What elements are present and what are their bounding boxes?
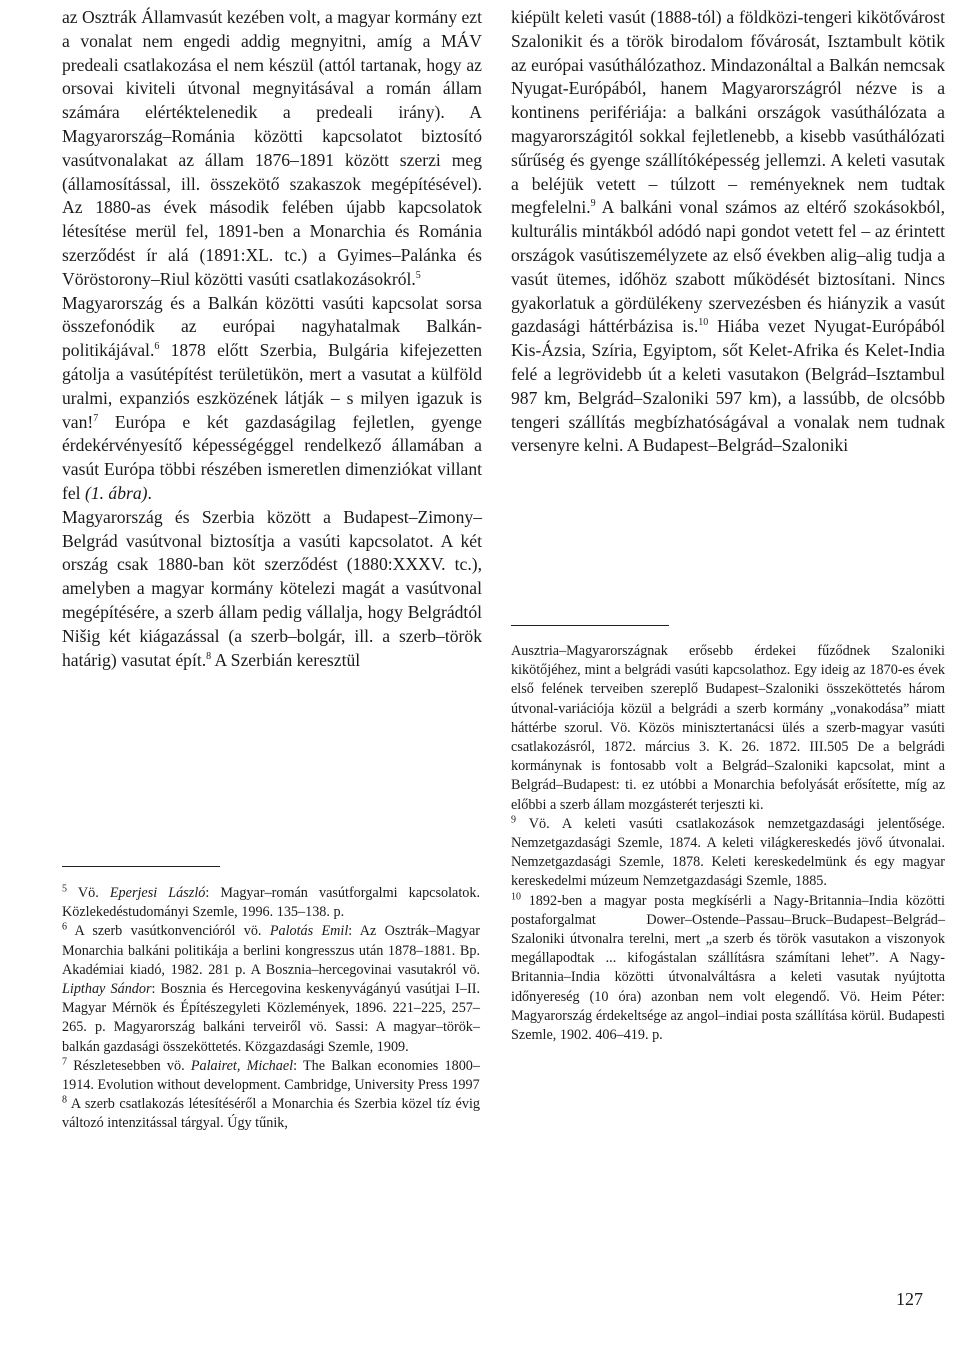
text: az Osztrák Államvasút kezében volt, a magyar kormány ezt a vonalat nem engedi addig megnyitni, amíg a MÁV predeali csatlakozása el nem készül (attól tartanak, hogy az orsovai kiviteli útvonal megnyitásával a román állam számára elértéktelenedik a predeali irány). A Magyarország–Románia közötti kapcsolatot biztosító vasútvonalakat az állam 1876–1891 között szerzi meg (államosítással, ill. összekötő szakaszok megépítésével). Az 1880-as évek második felében újabb kapcsolatok létesítése merül fel, 1891-ben a Monarchia és Románia szerződést ír alá (1891:XL. tc.) a Gyimes–Palánka és Vöröstorony–Riul közötti vasúti csatlakozásokról.	[62, 7, 482, 289]
text: Részletesebben vö.	[67, 1057, 191, 1074]
text: kiépült keleti vasút (1888-tól) a földközi-tengeri kikötővárost Szalonikit és a török birodalom fővárosát, Isztambult kötik az európai vasúthálózathoz. Mindazonáltal a Balkán nemcsak Nyugat-Európából, hanem Magyarországról nézve is a kontinens perifériája: a balkáni országok vasúthálózata a magyarországitól sokkal fejletlenebb, a kisebb vasúthálózati sűrűség és gyenge szállítóképesség jellemzi. A keleti vasutak a beléjük vetett – túlzott – reményeknek nem tudtak megfelelni.	[511, 7, 945, 218]
text: .	[147, 482, 152, 503]
footnote-8	[62, 1095, 480, 1133]
left-column	[62, 6, 482, 672]
text: A szerb vasútkonvencióról vö.	[67, 923, 270, 940]
footnote-8-continued: Ausztria–Magyarországnak erősebb érdekei fűződnek Szaloniki kikötőjéhez, mint a belgrádi vasúti kapcsolathoz. Egy ideig az 1870-es évek első felének terveiben szereplő Budapest–Szaloniki összeköttetés három útvonal-variációja közül a belgrádi a szerb kormány „vonakodása” miatt háttérbe szorul. Vö. Közös minisztertanácsi ülés a szerb-magyar vasúti csatlakozásról, 1872. március 3. K. 26. 1872. III.505 De a belgrádi kormánynak is fontosabb volt a Belgrád–Szaloniki kapcsolat, mint a Belgrád–Budapest: ti. ez utóbbi a Monarchia befolyását erősítette, míg az előbbi a szerb állam mozgásterét terjeszti ki.	[511, 643, 945, 813]
text: Magyarország és Szerbia között a Budapest–Zimony–Belgrád vasútvonal biztosítja a vasúti kapcsolatot. A két ország csak 1880-ban köt szerződést (1880:XXXV. tc.), amelyben a magyar kormány kötelezi magát a vasútvonal megépítésére, a szerb állam pedig vállalja, hogy Belgrádtól Nišig két kiágazással (a szerb–bolgár, ill. a szerb–török határig) vasutat épít.	[62, 506, 482, 670]
text: A szerb csatlakozás létesítéséről a Monarchia és Szerbia közel tíz évig változó intenzitással tárgyal. Úgy tűnik,	[62, 1096, 480, 1132]
footnote-9	[511, 815, 945, 892]
left-footnotes	[62, 884, 480, 1134]
right-paragraph-1	[511, 6, 945, 458]
text: 1878 előtt Szerbia, Bulgária kifejezetten gátolja a vasútépítést területükön, mert a vasutat a külföld uralmi, expanziós eszközének látják – s milyen igazuk is van!	[62, 340, 482, 432]
footnote-number: 9	[511, 814, 516, 826]
text: : Az Osztrák–Magyar Monarchia balkáni politikája a berlini kongresszus után 1878–1881. Bp. Akadémiai kiadó, 1982. 281 p. A Bosznia–hercegovinai vasutakról vö.	[62, 923, 480, 978]
text: : Magyar–román vasútforgalmi kapcsolatok. Közlekedéstudományi Szemle, 1996. 135–138. p.	[62, 885, 480, 921]
footnote-ref-8: 8	[206, 650, 212, 662]
text: Vö. A keleti vasúti csatlakozások nemzetgazdasági jelentősége. Nemzetgazdasági Szemle, 1874. A keleti világkereskedés jövő útvonalai. Nemzetgazdasági Szemle, 1878. Keleti kereskedelmünk és egy magyar kereskedelmi múzeum Nemzetgazdasági Szemle, 1885.	[511, 815, 945, 890]
left-paragraph-3	[62, 506, 482, 673]
author: Palotás Emil	[269, 923, 349, 940]
text: : The Balkan economies 1800–1914. Evolution without development. Cambridge, University Press 1997	[62, 1057, 480, 1094]
figure-reference: (1. ábra)	[84, 482, 148, 503]
right-column	[511, 6, 945, 458]
footnote-ref-5: 5	[415, 269, 421, 281]
page-number: 127	[896, 1289, 923, 1309]
text: Európa e két gazdaságilag fejletlen, gyenge érdekérvényesítő képességéggel rendelkező államában a vasút Európa többi részében ismeretlen dimenziókat villant fel	[62, 411, 482, 503]
right-footnotes	[511, 642, 945, 1045]
text: 1892-ben a magyar posta megkísérli a Nagy-Britannia–India közötti postaforgalmat Dower–Ostende–Passau–Bruck–Budapest–Belgrád–Szaloniki útvonalra terelni, mert „a szerb és török vasutakon a viszonyok megállapodtak ... kifogástalan szállításra számítani lehet”. A Nagy-Britannia–India közötti útvonalváltásra a keleti vasutak nyújtotta időnyereség (10 óra) azonban nem volt elegendő. Vö. Heim Péter: Magyarország érdekeltsége az angol–indiai posta szállítása körül. Budapesti Szemle, 1902. 406–419. p.	[511, 892, 945, 1044]
footnote-5	[62, 884, 480, 922]
author: Eperjesi László	[109, 885, 206, 901]
footnote-ref-10: 10	[698, 317, 709, 329]
author: Lipthay Sándor	[62, 981, 152, 998]
footnote-number: 8	[62, 1094, 67, 1106]
footnote-10	[511, 892, 945, 1046]
text: A balkáni vonal számos az eltérő szokásokból, kulturális mintákból adódó napi gondot vetett fel – az érintett országok vasútiszemélyzete az első években alig–alig tudja a vasút ütemes, időhöz szabott működését biztosítani. Nincs gyakorlatuk a gördülékeny szervezésben és hiányzik a vasút gazdasági háttérbázisa is.	[511, 197, 945, 337]
footnote-rule-right	[511, 625, 669, 626]
footnote-6	[62, 922, 480, 1056]
text: : Bosznia és Hercegovina keskenyvágányú vasútjai I–II. Magyar Mérnök és Építészegyleti Közlemények, 1896. 221–225, 257–265. p. Magyarország balkáni terveiről vö. Sassi: A magyar–török–balkán gazdasági összeköttetés. Közgazdasági Szemle, 1909.	[62, 981, 480, 1055]
footnote-7	[62, 1057, 480, 1095]
text: Hiába vezet Nyugat-Európából Kis-Ázsia, Szíria, Egyiptom, sőt Kelet-Afrika és Kelet-India felé a legrövidebb út a keleti vasutakon (Belgrád–Isztambul 987 km, Belgrád–Szaloniki 597 km), a lassúbb, de olcsóbb tengeri szállítás megbízhatóságával a vonalak nem tudnak versenyre kelni. A Budapest–Belgrád–Szaloniki	[511, 316, 945, 456]
text: Magyarország és a Balkán közötti vasúti kapcsolat sorsa összefonódik az európai nagyhatalmak Balkán-politikájával.	[62, 292, 482, 361]
footnote-ref-6: 6	[154, 341, 160, 353]
footnote-number: 10	[511, 890, 521, 902]
footnote-number: 6	[62, 921, 67, 933]
left-paragraph-2	[62, 292, 482, 506]
left-paragraph-1	[62, 6, 482, 292]
text: Vö.	[67, 885, 110, 901]
footnote-rule-left	[62, 866, 220, 867]
footnote-ref-9: 9	[590, 198, 596, 210]
footnote-number: 7	[62, 1056, 67, 1068]
footnote-ref-7: 7	[93, 412, 99, 424]
text: A Szerbián keresztül	[211, 649, 361, 670]
author: Palairet, Michael	[190, 1057, 294, 1074]
footnote-number: 5	[62, 883, 67, 895]
